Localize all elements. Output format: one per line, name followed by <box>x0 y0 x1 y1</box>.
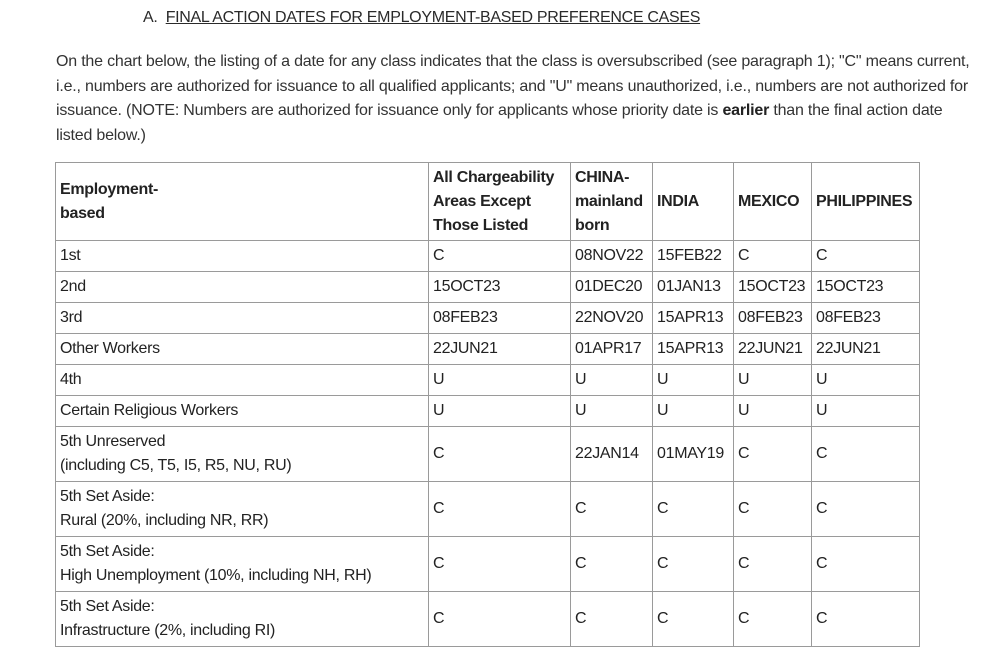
table-header-row <box>56 163 920 241</box>
table-row <box>56 427 920 482</box>
header-line: CHINA- <box>575 168 630 186</box>
value-cell: C <box>653 592 734 647</box>
header-mexico <box>734 163 812 241</box>
value-cell: 08FEB23 <box>812 303 920 334</box>
section-heading <box>143 9 700 27</box>
value-cell: C <box>734 482 812 537</box>
category-label: 5th Unreserved <box>60 433 166 450</box>
category-label: Other Workers <box>60 340 160 357</box>
value-cell: C <box>734 592 812 647</box>
header-line: PHILIPPINES <box>816 192 913 210</box>
table-row <box>56 241 920 272</box>
value-cell: 22NOV20 <box>571 303 653 334</box>
header-india <box>653 163 734 241</box>
value-cell: 15OCT23 <box>812 272 920 303</box>
intro-text-part1: On the chart below, the listing of a date for any class indicates that the class is oversubscribed (see paragraph 1); "C" means current, i.e., numbers are authorized for issuance to all qualified applicants; and "U" means unauthorized, i.e., numbers are not authorized for issuance. (NOTE: Numbers are authorized for issuance only for applicants whose priority date is <box>56 53 970 119</box>
category-cell <box>56 396 429 427</box>
table-body <box>56 241 920 647</box>
category-cell <box>56 241 429 272</box>
table-row <box>56 365 920 396</box>
value-cell: 22JUN21 <box>429 334 571 365</box>
category-label: 3rd <box>60 309 83 326</box>
value-cell: U <box>429 365 571 396</box>
header-employment-based <box>56 163 429 241</box>
value-cell: 08NOV22 <box>571 241 653 272</box>
value-cell: C <box>571 537 653 592</box>
value-cell: U <box>571 365 653 396</box>
header-line: MEXICO <box>738 192 800 210</box>
category-label: 5th Set Aside: <box>60 543 155 560</box>
value-cell: 22JAN14 <box>571 427 653 482</box>
category-label: 5th Set Aside: <box>60 488 155 505</box>
value-cell: C <box>429 427 571 482</box>
table-row <box>56 272 920 303</box>
intro-paragraph <box>56 50 976 148</box>
category-sublabel: Infrastructure (2%, including RI) <box>60 622 276 639</box>
value-cell: U <box>812 365 920 396</box>
intro-text-emphasis: earlier <box>722 102 770 119</box>
header-china <box>571 163 653 241</box>
value-cell: 15OCT23 <box>734 272 812 303</box>
header-line: born <box>575 216 610 234</box>
value-cell: U <box>734 365 812 396</box>
table-row <box>56 537 920 592</box>
value-cell: 15APR13 <box>653 303 734 334</box>
category-label: 2nd <box>60 278 86 295</box>
category-sublabel: High Unemployment (10%, including NH, RH) <box>60 567 372 584</box>
header-philippines <box>812 163 920 241</box>
value-cell: C <box>734 537 812 592</box>
value-cell: C <box>812 592 920 647</box>
category-cell <box>56 272 429 303</box>
category-sublabel: Rural (20%, including NR, RR) <box>60 512 269 529</box>
value-cell: 01MAY19 <box>653 427 734 482</box>
value-cell: C <box>571 482 653 537</box>
value-cell: C <box>429 241 571 272</box>
value-cell: C <box>653 482 734 537</box>
value-cell: 08FEB23 <box>429 303 571 334</box>
category-label: Certain Religious Workers <box>60 402 239 419</box>
category-cell <box>56 537 429 592</box>
table-row <box>56 592 920 647</box>
category-label: 5th Set Aside: <box>60 598 155 615</box>
value-cell: U <box>653 365 734 396</box>
value-cell: C <box>653 537 734 592</box>
section-letter: A. <box>143 9 158 26</box>
header-line: Those Listed <box>433 216 529 234</box>
header-line: Employment- <box>60 180 159 198</box>
section-title: FINAL ACTION DATES FOR EMPLOYMENT-BASED PREFERENCE CASES <box>165 9 701 26</box>
category-sublabel: (including C5, T5, I5, R5, NU, RU) <box>60 457 292 474</box>
value-cell: U <box>653 396 734 427</box>
value-cell: C <box>812 241 920 272</box>
value-cell: U <box>571 396 653 427</box>
intro-text-part2: than the final action date listed below.) <box>56 102 943 144</box>
value-cell: C <box>571 592 653 647</box>
header-line: Areas Except <box>433 192 531 210</box>
table-row <box>56 482 920 537</box>
value-cell: U <box>812 396 920 427</box>
value-cell: 01JAN13 <box>653 272 734 303</box>
table-row <box>56 334 920 365</box>
value-cell: 22JUN21 <box>812 334 920 365</box>
value-cell: C <box>429 482 571 537</box>
header-all-chargeability <box>429 163 571 241</box>
value-cell: 01APR17 <box>571 334 653 365</box>
value-cell: C <box>812 427 920 482</box>
value-cell: 15OCT23 <box>429 272 571 303</box>
category-cell <box>56 303 429 334</box>
header-line: based <box>60 204 105 222</box>
value-cell: U <box>429 396 571 427</box>
table-row <box>56 303 920 334</box>
value-cell: C <box>429 537 571 592</box>
table-row <box>56 396 920 427</box>
value-cell: C <box>812 537 920 592</box>
category-label: 4th <box>60 371 82 388</box>
value-cell: C <box>734 427 812 482</box>
value-cell: 01DEC20 <box>571 272 653 303</box>
value-cell: 15FEB22 <box>653 241 734 272</box>
value-cell: C <box>812 482 920 537</box>
value-cell: U <box>734 396 812 427</box>
category-cell <box>56 427 429 482</box>
header-line: mainland <box>575 192 643 210</box>
category-cell <box>56 334 429 365</box>
header-line: INDIA <box>657 192 700 210</box>
value-cell: 15APR13 <box>653 334 734 365</box>
category-cell <box>56 365 429 396</box>
value-cell: C <box>734 241 812 272</box>
category-cell <box>56 482 429 537</box>
value-cell: C <box>429 592 571 647</box>
final-action-dates-table <box>55 162 920 647</box>
header-line: All Chargeability <box>433 168 555 186</box>
value-cell: 22JUN21 <box>734 334 812 365</box>
value-cell: 08FEB23 <box>734 303 812 334</box>
category-label: 1st <box>60 247 81 264</box>
category-cell <box>56 592 429 647</box>
